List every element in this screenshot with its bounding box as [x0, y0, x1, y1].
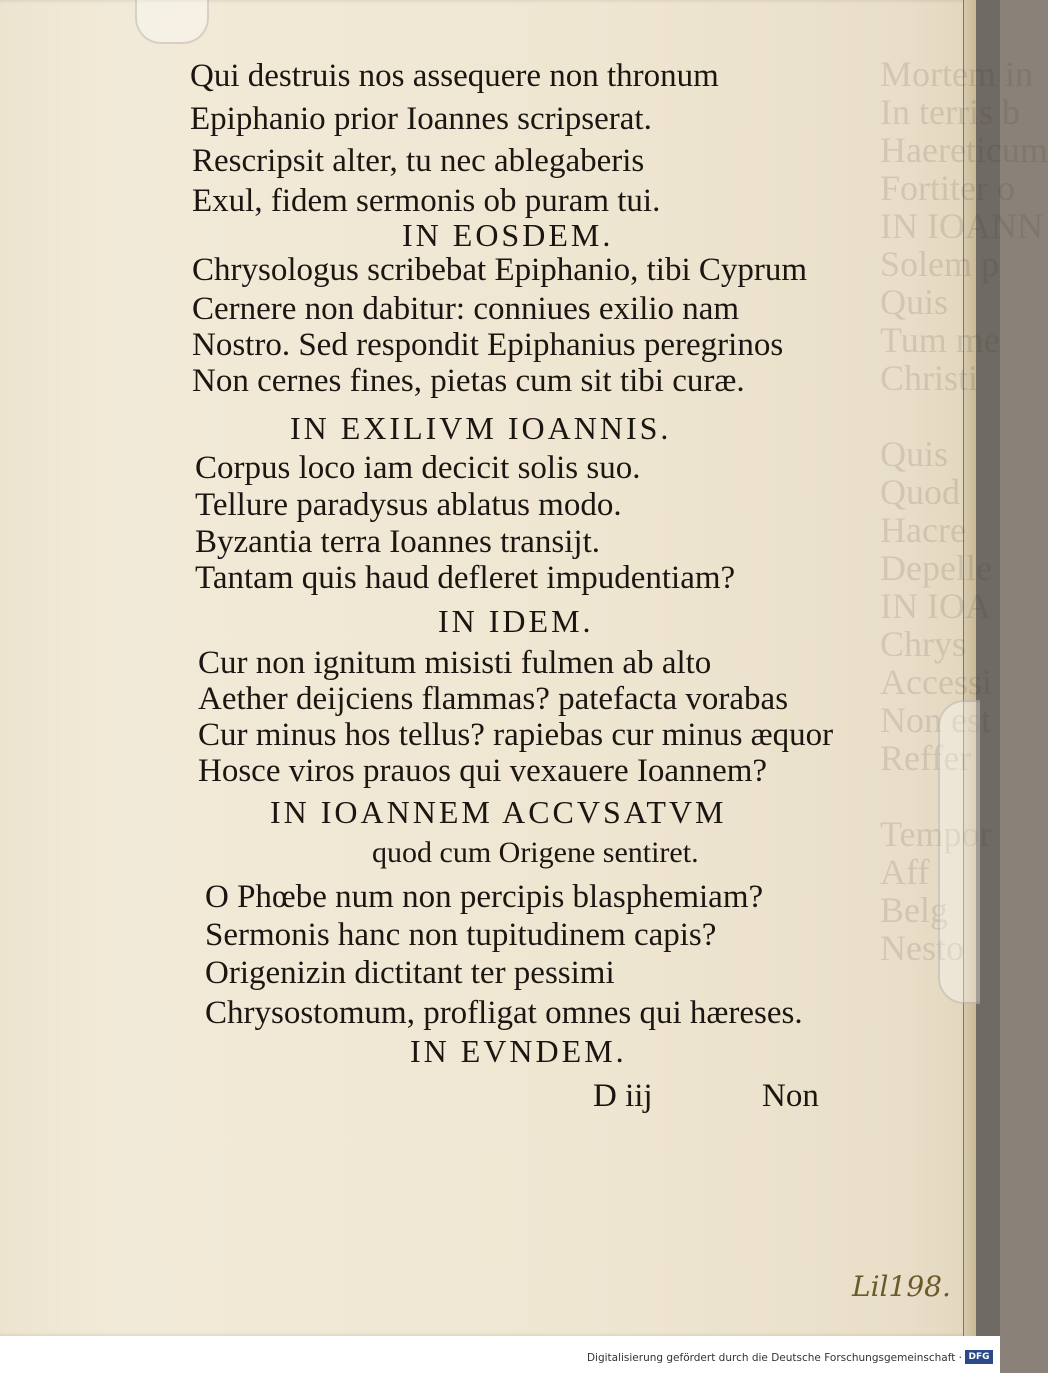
- verse-line: Origenizin dictitant ter pessimi: [205, 955, 615, 991]
- verse-line: Rescripsit alter, tu nec ablegaberis: [192, 143, 645, 179]
- verse-line: Nostro. Sed respondit Epiphanius peregrinos: [192, 327, 784, 363]
- page-clip-top: [135, 0, 209, 44]
- handwritten-shelfmark: Lil198.: [852, 1270, 951, 1303]
- verse-line: Aether deijciens flammas? patefacta vorabas: [198, 681, 789, 717]
- verse-line: Chrysostomum, profligat omnes qui hæreses.: [205, 995, 803, 1031]
- verse-line: Epiphanio prior Ioannes scripserat.: [190, 101, 652, 137]
- verse-line: Cur minus hos tellus? rapiebas cur minus æquor: [198, 717, 834, 753]
- verse-line: Tellure paradysus ablatus modo.: [195, 487, 622, 523]
- catchword: Non: [762, 1078, 819, 1114]
- verse-line: Byzantia terra Ioannes transijt.: [195, 524, 601, 560]
- section-heading: IN EVNDEM.: [410, 1033, 627, 1069]
- page-clip-right: [938, 700, 980, 1004]
- page-edge: [963, 0, 976, 1336]
- show-through-decoration: Mortem in In terris b Fortiter o IN IOANN Solem p Quis Tum me Christi Quis Quod Hacre Depelle IN IOA Chrys Accessi Non est Reffer Tempor Aff Belg Nesto: [880, 54, 1043, 968]
- section-heading: IN EXILIVM IOANNIS.: [290, 410, 672, 446]
- verse-line: O Phœbe num non percipis blasphemiam?: [205, 879, 764, 915]
- verse-line: Non cernes fines, pietas cum sit tibi curæ.: [192, 363, 745, 399]
- verse-line: Corpus loco iam decicit solis suo.: [195, 450, 641, 486]
- verse-line: Sermonis hanc non tupitudinem capis?: [205, 917, 717, 953]
- verse-line: Tantam quis haud defleret impudentiam?: [195, 560, 736, 596]
- verse-line: Exul, fidem sermonis ob puram tui.: [192, 183, 661, 219]
- section-heading: IN IOANNEM ACCVSATVM: [270, 794, 727, 830]
- section-heading: IN IDEM.: [438, 603, 594, 639]
- verse-line: Hosce viros prauos qui vexauere Ioannem?: [198, 753, 768, 789]
- verse-line: Cernere non dabitur: conniues exilio nam: [192, 291, 740, 327]
- dfg-logo-icon: DFG: [965, 1350, 993, 1364]
- verse-line: Chrysologus scribebat Epiphanio, tibi Cyprum: [192, 252, 808, 288]
- funding-notice: Digitalisierung gefördert durch die Deutsche Forschungsgemeinschaft ·: [586, 1352, 962, 1364]
- signature-mark: D iij: [593, 1078, 653, 1114]
- verse-line: Cur non ignitum misisti fulmen ab alto: [198, 645, 712, 681]
- section-subheading: quod cum Origene sentiret.: [372, 836, 699, 869]
- verse-line: Qui destruis nos assequere non thronum: [190, 58, 719, 94]
- section-heading: IN EOSDEM.: [402, 217, 614, 253]
